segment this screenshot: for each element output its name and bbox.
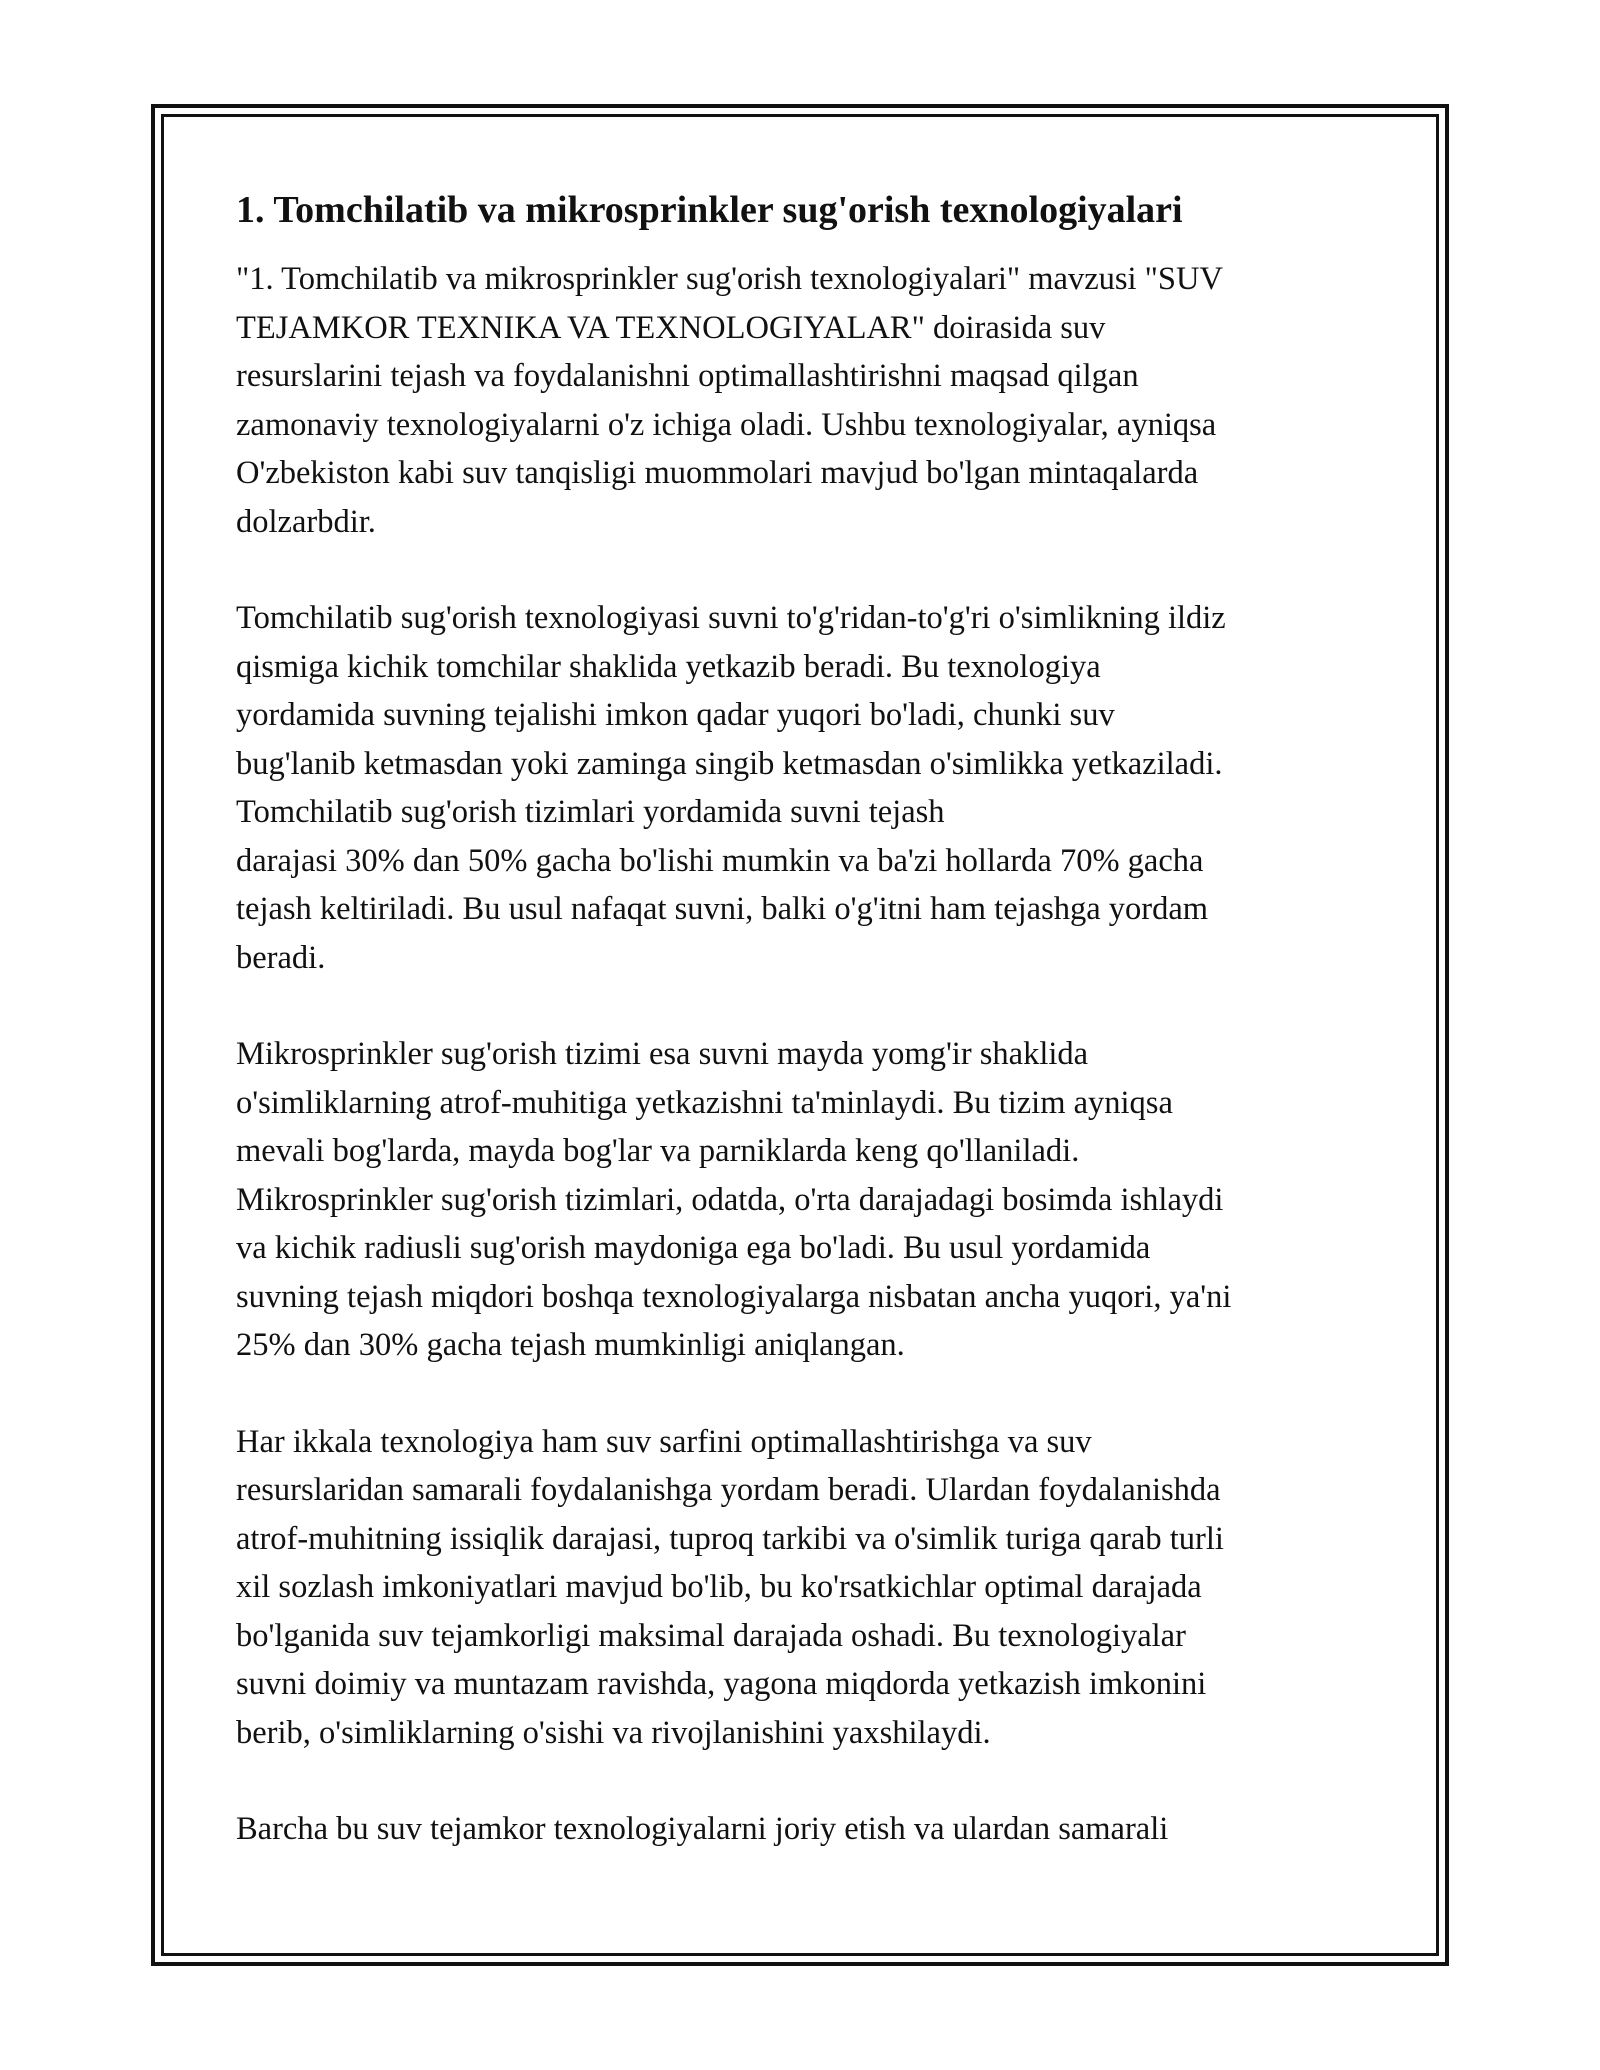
text-line: yordamida suvning tejalishi imkon qadar yuqori bo'ladi, chunki suv: [236, 697, 1115, 733]
paragraph-microsprinkler: [236, 1030, 1370, 1370]
text-line: mevali bog'larda, mayda bog'lar va parniklarda keng qo'llaniladi.: [236, 1133, 1080, 1169]
text-line: Mikrosprinkler sug'orish tizimlari, odatda, o'rta darajadagi bosimda ishlaydi: [236, 1181, 1224, 1218]
text-line: qismiga kichik tomchilar shaklida yetkazib beradi. Bu texnologiya: [236, 648, 1101, 685]
text-line: suvning tejash miqdori boshqa texnologiyalarga nisbatan ancha yuqori, ya'ni: [236, 1278, 1232, 1315]
document-content: [236, 185, 1370, 1902]
text-line: xil sozlash imkoniyatlari mavjud bo'lib, bu ko'rsatkichlar optimal darajada: [236, 1569, 1202, 1605]
text-line: o'simliklarning atrof-muhitiga yetkazishni ta'minlaydi. Bu tizim ayniqsa: [236, 1084, 1173, 1121]
paragraph-drip-irrigation: [236, 594, 1370, 982]
text-line: dolzarbdir.: [236, 503, 376, 540]
text-line: Barcha bu suv tejamkor texnologiyalarni joriy etish va ulardan samarali: [236, 1811, 1169, 1847]
document-title: 1. Tomchilatib va mikrosprinkler sug'orish texnologiyalari: [236, 189, 1183, 231]
text-line: berib, o'simliklarning o'sishi va rivojlanishini yaxshilaydi.: [236, 1714, 991, 1751]
text-line: 25% dan 30% gacha tejash mumkinligi aniqlangan.: [236, 1327, 905, 1363]
text-line: resurslarini tejash va foydalanishni optimallashtirishni maqsad qilgan: [236, 358, 1139, 394]
text-line: Mikrosprinkler sug'orish tizimi esa suvni mayda yomg'ir shaklida: [236, 1036, 1089, 1072]
text-line: Tomchilatib sug'orish texnologiyasi suvni to'g'ridan-to'g'ri o'simlikning ildiz: [236, 600, 1226, 636]
text-line: beradi.: [236, 939, 326, 976]
text-line: Tomchilatib sug'orish tizimlari yordamida suvni tejash: [236, 794, 945, 830]
text-line: O'zbekiston kabi suv tanqisligi muommolari mavjud bo'lgan mintaqalarda: [236, 455, 1199, 491]
text-line: TEJAMKOR TEXNIKA VA TEXNOLOGIYALAR" doirasida suv: [236, 309, 1106, 346]
text-line: darajasi 30% dan 50% gacha bo'lishi mumkin va ba'zi hollarda 70% gacha: [236, 842, 1204, 879]
text-line: bug'lanib ketmasdan yoki zaminga singib ketmasdan o'simlikka yetkaziladi.: [236, 745, 1223, 782]
text-line: tejash keltiriladi. Bu usul nafaqat suvni, balki o'g'itni ham tejashga yordam: [236, 891, 1209, 927]
text-line: atrof-muhitning issiqlik darajasi, tuproq tarkibi va o'simlik turiga qarab turli: [236, 1520, 1224, 1557]
text-line: suvni doimiy va muntazam ravishda, yagona miqdorda yetkazish imkonini: [236, 1666, 1207, 1702]
text-line: zamonaviy texnologiyalarni o'z ichiga oladi. Ushbu texnologiyalar, ayniqsa: [236, 406, 1217, 443]
text-line: Har ikkala texnologiya ham suv sarfini optimallashtirishga va suv: [236, 1423, 1092, 1460]
paragraph-both-technologies: [236, 1418, 1370, 1758]
text-line: resurslaridan samarali foydalanishga yordam beradi. Ulardan foydalanishda: [236, 1472, 1221, 1508]
text-line: va kichik radiusli sug'orish maydoniga ega bo'ladi. Bu usul yordamida: [236, 1230, 1151, 1266]
text-line: "1. Tomchilatib va mikrosprinkler sug'orish texnologiyalari" mavzusi "SUV: [236, 261, 1223, 297]
paragraph-conclusion: [236, 1805, 1370, 1854]
paragraph-intro: [236, 255, 1370, 546]
text-line: bo'lganida suv tejamkorligi maksimal darajada oshadi. Bu texnologiyalar: [236, 1617, 1186, 1654]
